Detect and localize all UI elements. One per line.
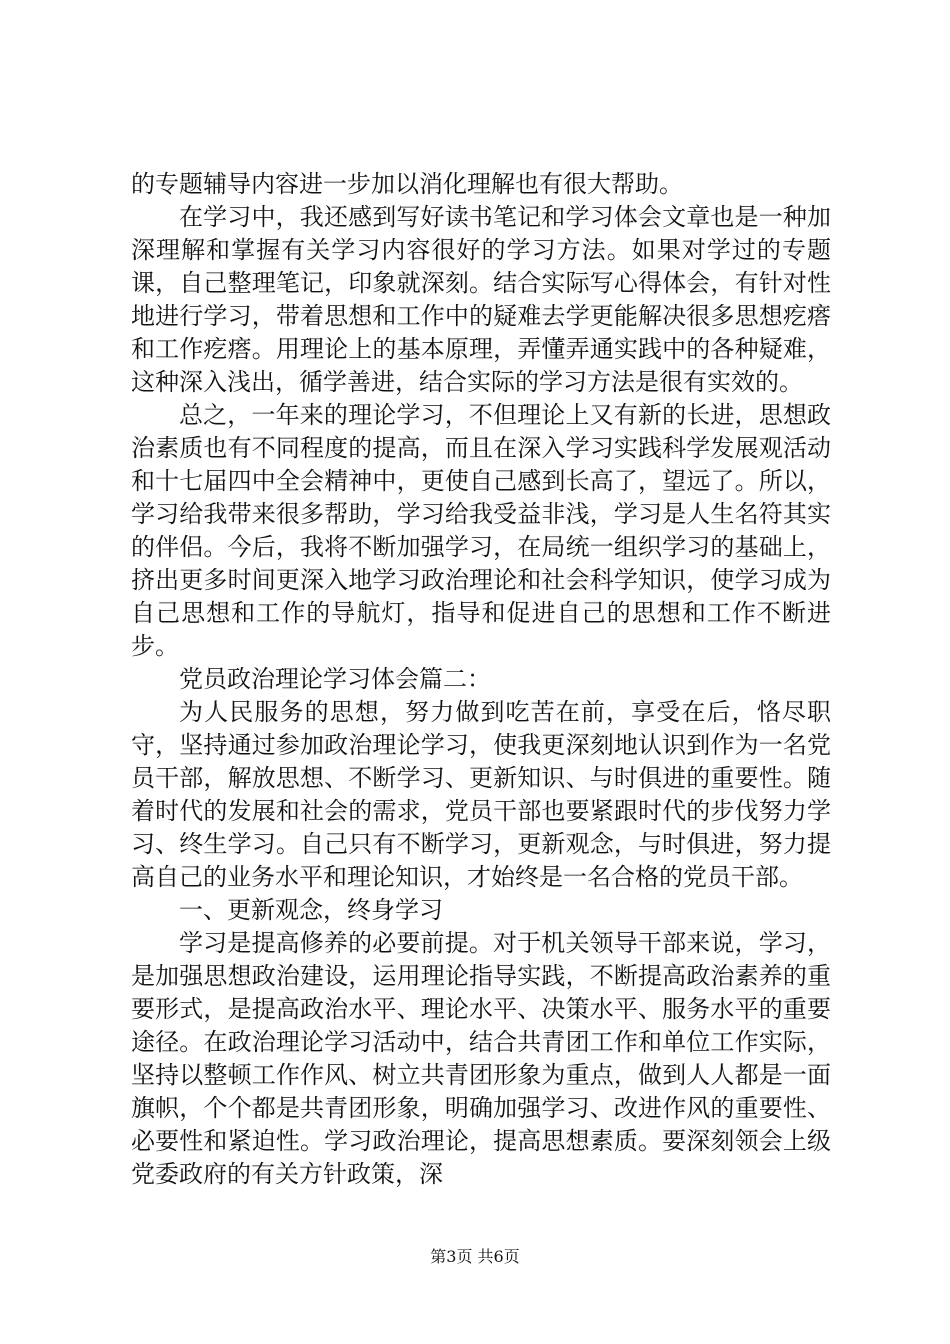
section-title-part-two: 党员政治理论学习体会篇二： <box>179 665 491 693</box>
paragraph-4: 为人民服务的思想，努力做到吃苦在前，享受在后，恪尽职守，坚持通过参加政治理论学习，使我更深刻地认识到作为一名党员干部，解放思想、不断学习、更新知识、与时俱进的重要性。随着时代的发展和社会的需求，党员干部也要紧跟时代的步伐努力学习、终生学习。自己只有不断学习，更新观念，与时俱进，努力提高自己的业务水平和理论知识，才始终是一名合格的党员干部。 <box>131 698 831 891</box>
paragraph-5: 学习是提高修养的必要前提。对于机关领导干部来说，学习，是加强思想政治建设，运用理论指导实践，不断提高政治素养的重要形式，是提高政治水平、理论水平、决策水平、服务水平的重要途径。在政治理论学习活动中，结合共青团工作和单位工作实际，坚持以整顿工作作风、树立共青团形象为重点，做到人人都是一面旗帜，个个都是共青团形象，明确加强学习、改进作风的重要性、必要性和紧迫性。学习政治理论，提高思想素质。要深刻领会上级党委政府的有关方针政策，深 <box>131 929 831 1188</box>
document-body <box>131 168 831 1191</box>
paragraph-1: 的专题辅导内容进一步加以消化理解也有很大帮助。 <box>131 170 683 198</box>
paragraph-3: 总之，一年来的理论学习，不但理论上又有新的长进，思想政治素质也有不同程度的提高，而且在深入学习实践科学发展观活动和十七届四中全会精神中，更使自己感到长高了，望远了。所以，学习给我带来很多帮助，学习给我受益非浅，学习是人生名符其实的伴侣。今后，我将不断加强学习，在局统一组织学习的基础上，挤出更多时间更深入地学习政治理论和社会科学知识，使学习成为自己思想和工作的导航灯，指导和促进自己的思想和工作不断进步。 <box>131 401 831 660</box>
section-heading-1: 一、更新观念，终身学习 <box>179 896 443 924</box>
paragraph-2: 在学习中，我还感到写好读书笔记和学习体会文章也是一种加深理解和掌握有关学习内容很好的学习方法。如果对学过的专题课，自己整理笔记，印象就深刻。结合实际写心得体会，有针对性地进行学习，带着思想和工作中的疑难去学更能解决很多思想疙瘩和工作疙瘩。用理论上的基本原理，弄懂弄通实践中的各种疑难，这种深入浅出，循学善进，结合实际的学习方法是很有实效的。 <box>131 203 831 396</box>
page-number-footer: 第3页 共6页 <box>430 1247 520 1266</box>
